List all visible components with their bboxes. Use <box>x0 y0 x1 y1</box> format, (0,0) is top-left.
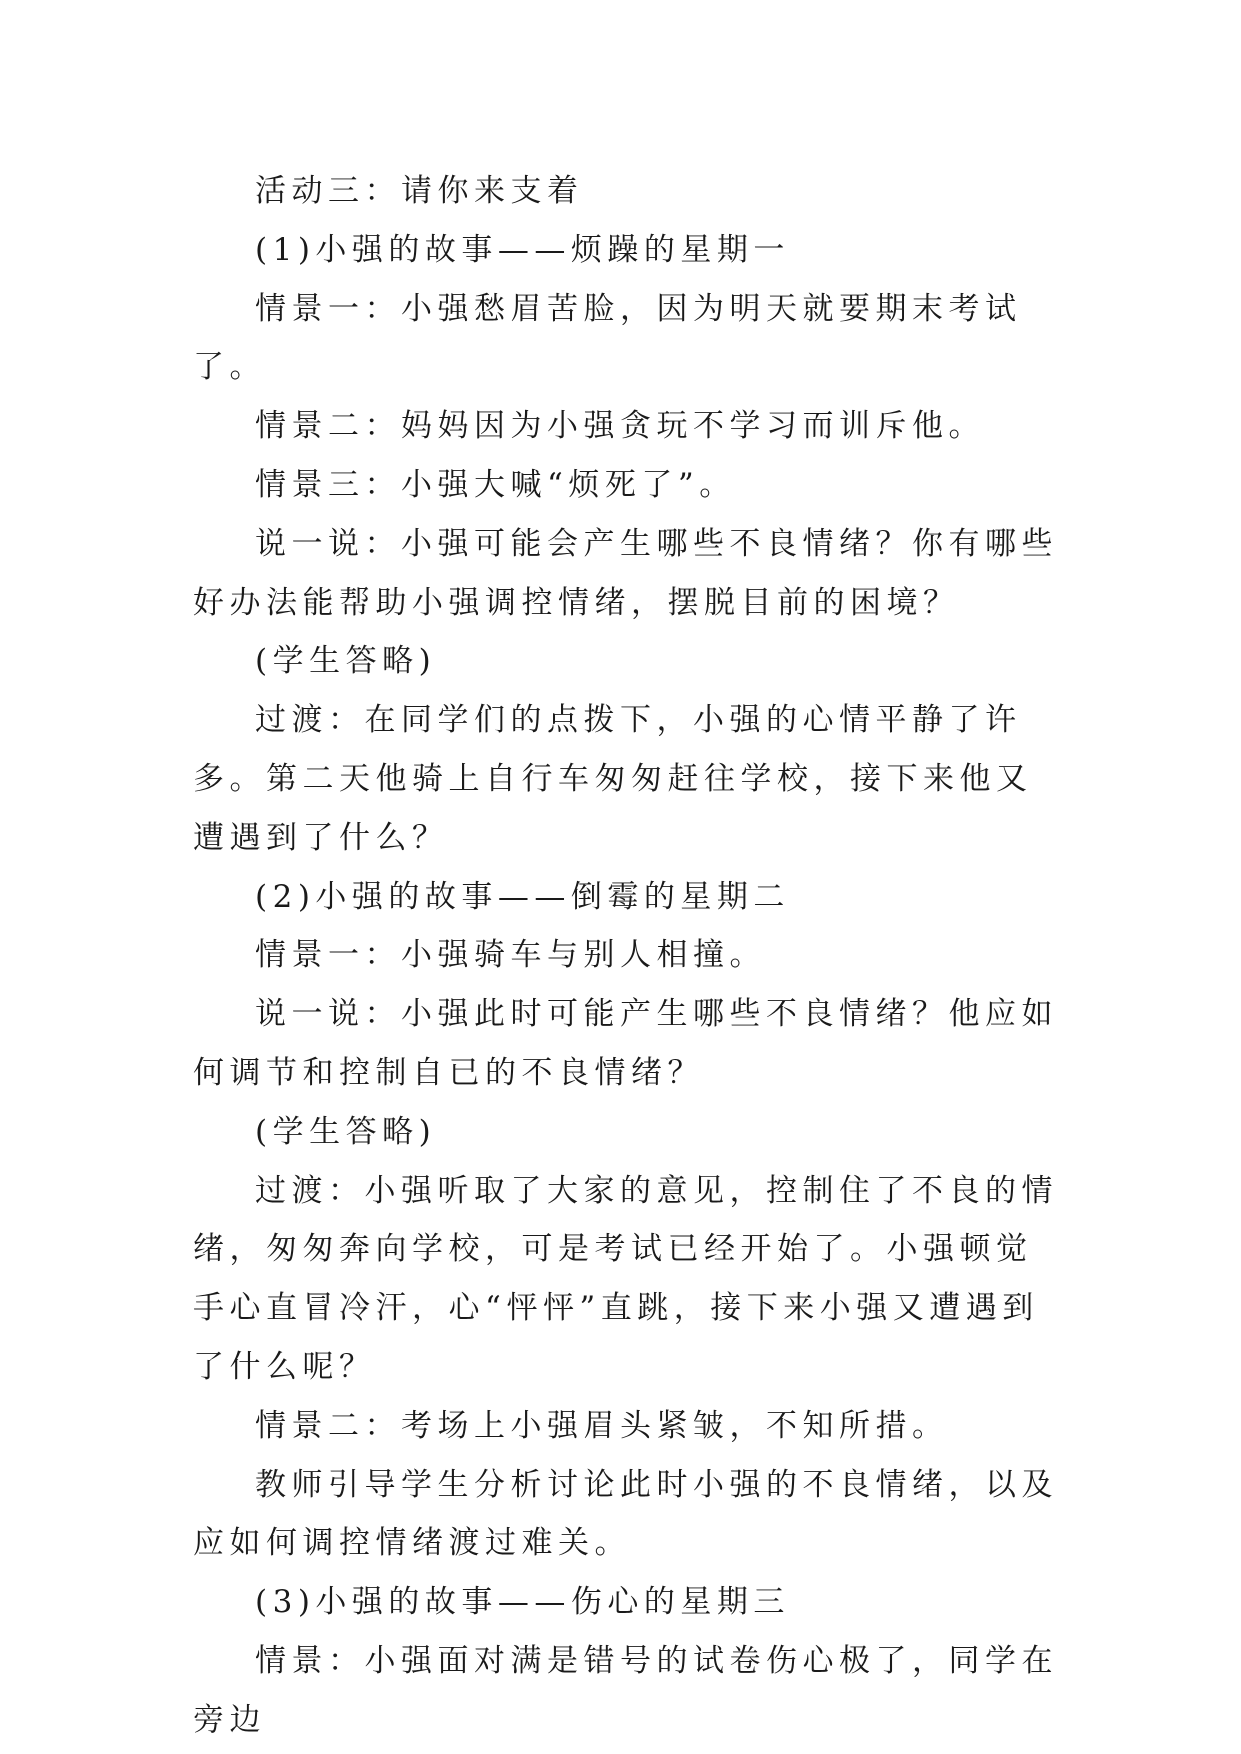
scene-paragraph: 情景一：小强骑车与别人相撞。 <box>255 937 766 974</box>
scene-paragraph: 情景：小强面对满是错号的试卷伤心极了，同学在旁边 <box>193 1642 1058 1738</box>
story-2-heading: (2)小强的故事——倒霉的星期二 <box>255 878 790 915</box>
transition-paragraph: 过渡：小强听取了大家的意见，控制住了不良的情绪，匆匆奔向学校，可是考试已经开始了。小强顿觉手心直冒冷汗，心“怦怦”直跳，接下来小强又遭遇到了什么呢？ <box>193 1172 1058 1385</box>
teacher-guidance-paragraph: 教师引导学生分析讨论此时小强的不良情绪，以及应如何调控情绪渡过难关。 <box>193 1466 1058 1562</box>
transition-paragraph: 过渡：在同学们的点拨下，小强的心情平静了许多。第二天他骑上自行车匆匆赶往学校，接下来他又遭遇到了什么？ <box>193 702 1033 856</box>
scene-paragraph: 情景三：小强大喊“烦死了”。 <box>255 466 736 503</box>
student-answer-note: (学生答略) <box>255 643 437 680</box>
discussion-paragraph: 说一说：小强可能会产生哪些不良情绪？你有哪些好办法能帮助小强调控情绪，摆脱目前的困境？ <box>193 525 1058 621</box>
story-3-heading: (3)小强的故事——伤心的星期三 <box>255 1584 790 1621</box>
activity-heading: 活动三：请你来支着 <box>255 173 584 209</box>
discussion-paragraph: 说一说：小强此时可能产生哪些不良情绪？他应如何调节和控制自已的不良情绪？ <box>193 996 1058 1091</box>
document-body <box>193 162 1063 1750</box>
scene-paragraph: 情景二：考场上小强眉头紧皱，不知所措。 <box>255 1407 949 1444</box>
story-1-heading: (1)小强的故事——烦躁的星期一 <box>255 231 790 268</box>
scene-paragraph: 情景一：小强愁眉苦脸，因为明天就要期末考试了。 <box>193 290 1022 386</box>
student-answer-note: (学生答略) <box>255 1113 437 1150</box>
scene-paragraph: 情景二：妈妈因为小强贪玩不学习而训斥他。 <box>255 408 985 445</box>
